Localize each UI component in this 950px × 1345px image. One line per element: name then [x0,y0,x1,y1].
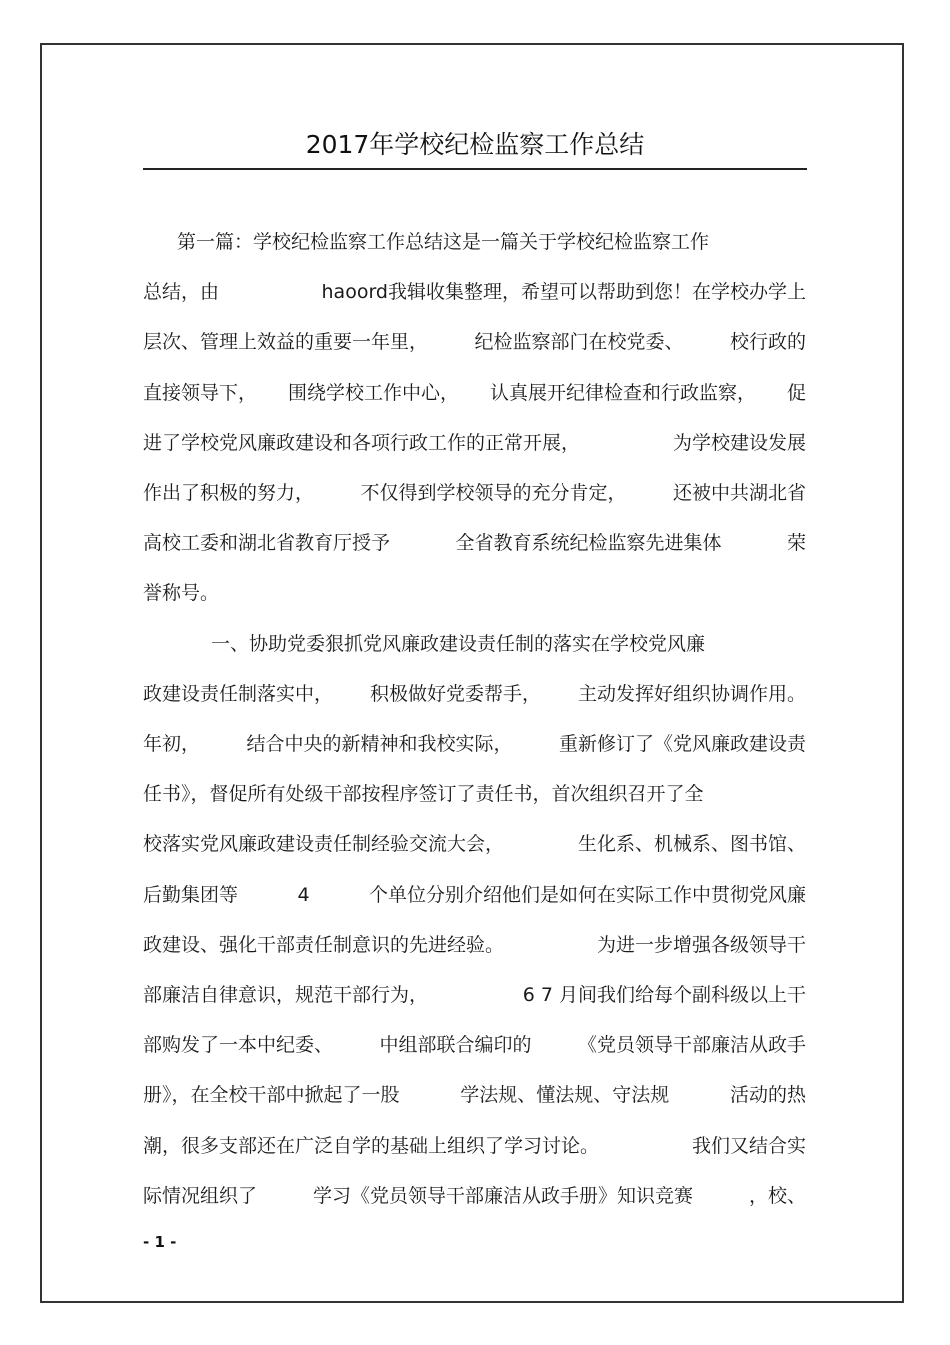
body-line [211,630,705,658]
body-text-segment: 高校工委和湖北省教育厅授予 [143,532,391,555]
body-text-segment: 一、协助党委狠抓党风廉政建设责任制的落实在学校党风廉 [211,632,706,655]
body-text-segment: 不仅得到学校领导的充分肯定， [360,482,627,504]
body-text-segment: 年初， [143,733,201,755]
body-line [143,1081,806,1109]
body-text-segment: 生化系、机械系、图书馆、 [577,833,806,856]
body-text-segment: 层次、管理上效益的重要一年里， [143,331,429,354]
body-text-segment: 全省教育系统纪检监察先进集体 [455,532,722,555]
body-line [143,1132,806,1160]
body-text-segment: 后勤集团等 [143,883,239,906]
body-text-segment: 直接领导下， [143,381,258,404]
body-line [143,931,806,959]
body-line [143,830,806,858]
body-text-segment: 结合中央的新精神和我校实际， [246,733,513,755]
body-line [143,1182,806,1210]
body-text-segment: 校落实党风廉政建设责任制经验交流大会， [143,833,505,856]
body-line [143,529,806,557]
body-text-segment: 总结，由 [143,281,220,304]
body-text-segment: 个单位分别介绍他们是如何在实际工作中贯彻党风廉 [368,883,806,906]
body-text-segment: 我们又结合实 [691,1134,806,1157]
body-text-segment: 促 [786,381,806,404]
body-text-segment: 誉称号。 [143,582,220,605]
body-line [143,680,806,708]
body-text-segment: 4 [297,883,310,906]
body-line [143,780,704,808]
body-text-segment: 主动发挥好组织协调作用。 [577,682,806,705]
body-text-segment: 政建设责任制落实中， [143,682,334,705]
body-text-segment: 重新修订了《党风廉政建设责 [558,733,806,755]
body-line [143,730,806,758]
body-text-segment: 作出了积极的努力， [143,482,315,504]
body-text-segment: 活动的热 [729,1084,806,1107]
body-text-segment: 围绕学校工作中心， [287,381,459,404]
body-line [143,278,806,306]
body-text-segment: 认真展开纪律检查和行政监察， [489,381,756,404]
body-text-segment: 部廉洁自律意识，规范干部行为， [143,984,429,1006]
body-text-segment: 册》，在全校干部中掀起了一股 [143,1084,400,1107]
body-text-segment: 还被中共湖北省 [672,482,806,504]
body-text-segment: ，校、 [748,1184,806,1207]
body-text-segment: 学法规、懂法规、守法规 [460,1084,670,1107]
body-line [143,1031,806,1059]
body-line [177,228,709,256]
body-text-segment: 部购发了一本中纪委、 [143,1034,334,1057]
body-text-segment: 中组部联合编印的 [379,1034,532,1057]
body-text-segment: 潮，很多支部还在广泛自学的基础上组织了学习讨论。 [143,1134,600,1157]
body-text-segment: 任书》，督促所有处级干部按程序签订了责任书，首次组织召开了全 [143,783,704,806]
body-line [143,328,806,356]
body-text-segment: 政建设、强化干部责任制意识的先进经验。 [143,933,505,956]
body-line [143,881,806,909]
body-line [143,379,806,407]
body-text-segment: 进了学校党风廉政建设和各项行政工作的正常开展， [143,431,581,454]
body-text-segment: 荣 [786,532,806,555]
page-number: - 1 - [143,1233,177,1251]
body-text-segment: 学习《党员领导干部廉洁从政手册》知识竞赛 [312,1184,693,1207]
body-line [143,981,806,1009]
body-text-segment: 为进一步增强各级领导干 [596,933,806,956]
body-text-segment: 校行政的 [729,331,806,354]
body-text-segment: 6 7 月间我们给每个副科级以上干 [522,984,806,1006]
body-text-segment: 第一篇：学校纪检监察工作总结这是一篇关于学校纪检监察工作 [177,231,710,253]
title-underline [143,168,807,170]
body-text-segment: 际情况组织了 [143,1184,258,1207]
body-text-segment: 积极做好党委帮手， [369,682,541,705]
body-line [143,579,219,607]
body-text-segment: haoord我辑收集整理，希望可以帮助到您！在学校办学上 [321,281,806,304]
body-text-segment: 纪检监察部门在校党委、 [474,331,684,354]
body-text-segment: 《党员领导干部廉洁从政手 [577,1034,806,1057]
body-line [143,479,806,507]
document-title: 2017年学校纪检监察工作总结 [305,130,645,159]
body-text-segment: 为学校建设发展 [672,431,806,454]
body-line [143,429,806,457]
